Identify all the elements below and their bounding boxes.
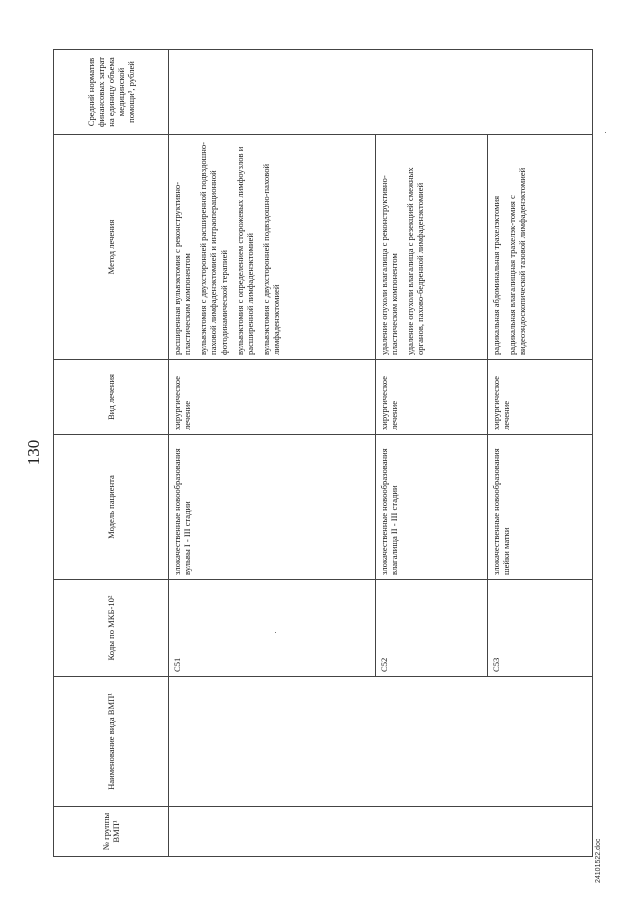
treatment-cell: хирургическое лечение [376, 360, 488, 435]
model-cell: злокачественные новообразования шейки матки [488, 435, 593, 580]
scan-speck [275, 632, 276, 633]
table-header-row [54, 50, 169, 857]
method-item: удаление опухоли влагалища с резекцией смежных органов, пахово-бедренной лимфаденэктомией [405, 167, 426, 355]
vmp-name-cell [169, 677, 593, 807]
header-cell: Метод лечения [54, 135, 169, 360]
model-cell: злокачественные новообразования вульвы I - III стадии [169, 435, 376, 580]
method-cell [169, 135, 376, 360]
header-cell: Модель пациента [54, 435, 169, 580]
method-item: вульвэктомия с двухсторонней расширенной подвздошно-паховой лимфаденэктомией и интраоперационной фотодинамической терапией [198, 141, 229, 355]
header-cell: Средний норматив финансовых затрат на единицу объема медицинской помощи³, рублей [54, 50, 169, 135]
page-number: 130 [24, 439, 43, 466]
method-item: радикальная абдоминальная трахелэктомия [491, 195, 501, 355]
cost-cell [169, 50, 593, 135]
header-cell: Коды по МКБ-10² [54, 580, 169, 677]
method-cell [488, 135, 593, 360]
group-number-cell [169, 807, 593, 857]
treatment-cell: хирургическое лечение [488, 360, 593, 435]
code-cell: C53 [488, 580, 593, 677]
code-cell: C52 [376, 580, 488, 677]
header-cell: № группы ВМП¹ [54, 807, 169, 857]
model-cell: злокачественные новообразования влагалища II - III стадии [376, 435, 488, 580]
method-item: удаление опухоли влагалища с реконструктивно-пластическим компонентом [379, 175, 400, 355]
document-id: 24101522.doc [595, 838, 602, 883]
code-cell: C51 [169, 580, 376, 677]
method-item: расширенная вульвэктомия с реконструктивно-пластическим компонентом [172, 181, 193, 355]
method-cell [376, 135, 488, 360]
method-item: вульвэктомия с определением сторожевых лимфоузлов и расширенной лимфаденэктомией [234, 146, 255, 355]
scan-speck [605, 132, 606, 133]
rotated-page [20, 20, 620, 885]
method-item: вульвэктомия с двухсторонней подвздошно-паховой лимфаденэктомией [260, 163, 282, 355]
method-item: радикальная влагалищная трахелэк-томия с видеоэндоскопической тазовой лимфаденэктомией [507, 167, 528, 355]
treatment-table [53, 49, 593, 857]
header-cell: Вид лечения [54, 360, 169, 435]
table-body-row [169, 50, 376, 857]
treatment-cell: хирургическое лечение [169, 360, 376, 435]
header-cell: Наименование вида ВМП¹ [54, 677, 169, 807]
